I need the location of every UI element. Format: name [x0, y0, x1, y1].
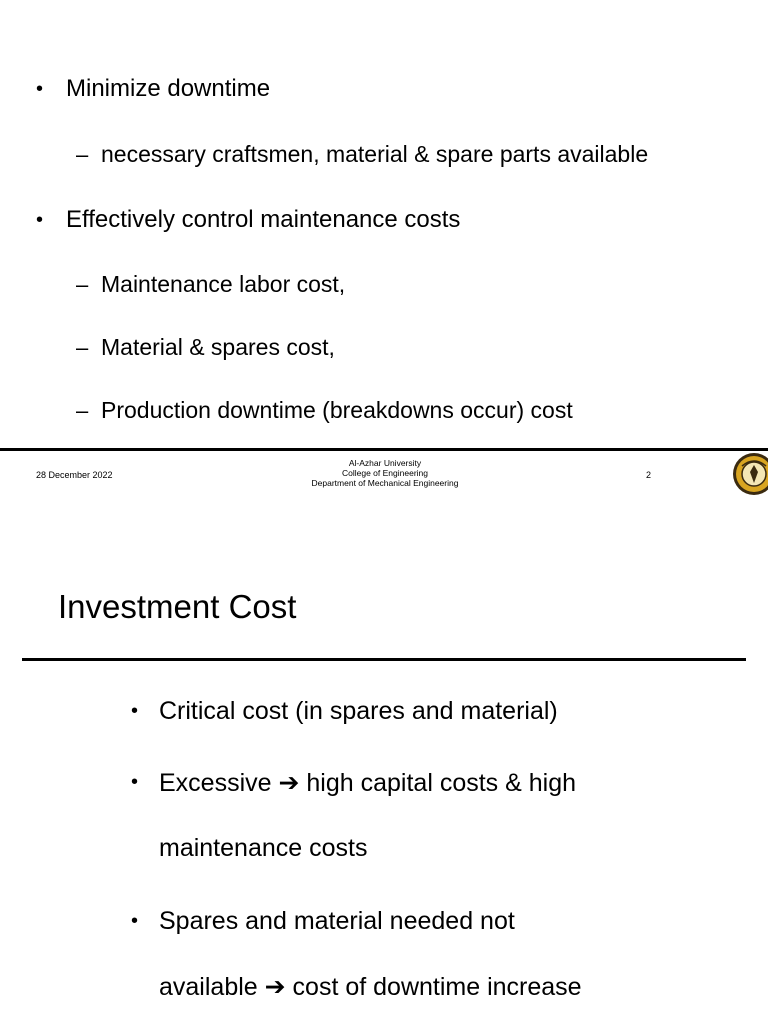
bullet-control-costs: Effectively control maintenance costs: [66, 206, 461, 233]
bullet-excessive-continuation: maintenance costs: [159, 834, 368, 862]
downtime-result: cost of downtime increase: [292, 973, 582, 1001]
available-label: available: [159, 973, 258, 1001]
slide-title: Investment Cost: [58, 588, 297, 625]
dash-marker: –: [76, 272, 89, 297]
footer-department: Department of Mechanical Engineering: [311, 478, 459, 488]
university-seal-icon: [732, 452, 768, 496]
excessive-label: Excessive: [159, 769, 272, 797]
footer-date: 28 December 2022: [36, 470, 113, 480]
bullet-marker: •: [131, 700, 139, 722]
dash-marker: –: [76, 142, 89, 167]
bullet-spares-continuation: [159, 972, 582, 1002]
excessive-result: high capital costs & high: [306, 769, 577, 797]
sub-item-production-downtime: Production downtime (breakdowns occur) cost: [101, 397, 573, 423]
bullet-minimize-downtime: Minimize downtime: [66, 75, 271, 102]
title-underline: [22, 658, 746, 661]
bullet-excessive: [159, 768, 576, 798]
bullet-critical-cost: Critical cost (in spares and material): [159, 697, 558, 725]
arrow-icon: ➔: [264, 973, 286, 1001]
footer-divider: [0, 448, 768, 451]
bullet-marker: •: [36, 209, 44, 231]
sub-item-labor-cost: Maintenance labor cost,: [101, 271, 346, 297]
bullet-spares-not-available: Spares and material needed not: [159, 907, 515, 935]
sub-item-craftsmen: necessary craftsmen, material & spare parts available: [101, 141, 649, 167]
footer-university: Al-Azhar University: [348, 458, 422, 468]
footer-college: College of Engineering: [341, 468, 428, 478]
dash-marker: –: [76, 335, 89, 360]
bullet-marker: •: [36, 78, 44, 100]
arrow-icon: ➔: [278, 769, 300, 797]
footer-page-number: 2: [646, 470, 652, 480]
bullet-marker: •: [131, 771, 139, 793]
dash-marker: –: [76, 398, 89, 423]
bullet-marker: •: [131, 910, 139, 932]
sub-item-spares-cost: Material & spares cost,: [101, 334, 335, 360]
footer-institution: [285, 458, 485, 488]
